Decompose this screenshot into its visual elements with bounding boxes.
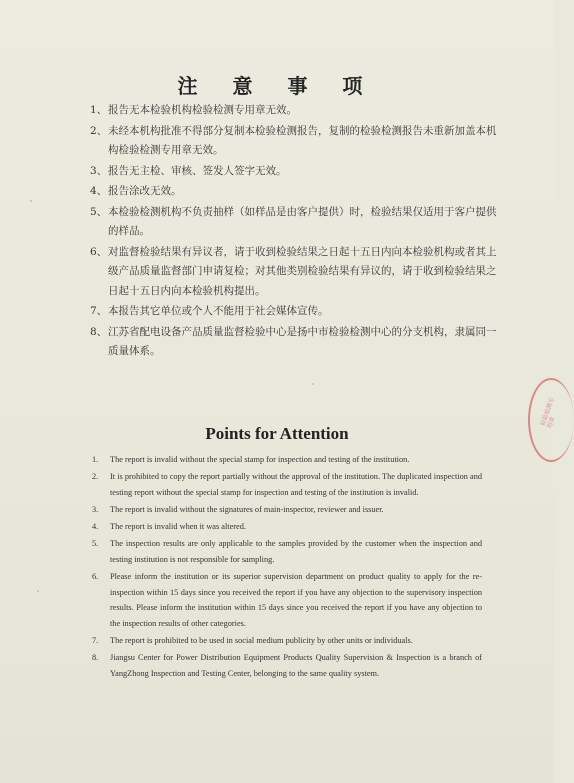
- english-notice-list: [92, 452, 482, 683]
- chinese-title: 注 意 事 项: [177, 74, 377, 98]
- english-item: 4. The report is invalid when it was altered.: [92, 521, 246, 531]
- chinese-notice-list: [90, 101, 500, 363]
- chinese-item: 8、 江苏省配电设备产品质量监督检验中心是扬中市检验检测中心的分支机构，隶属同一质量体系。: [90, 325, 497, 357]
- chinese-item: 6、 对监督检验结果有异议者，请于收到检验结果之日起十五日内向本检验机构或者其上级产品质量监督部门申请复检；对其他类别检验结果有异议的，请于收到检验结果之日起十五日内向本检验机构提出。: [90, 245, 497, 297]
- english-item: 7. The report is prohibited to be used in social medium publicity by other units or individuals.: [92, 636, 413, 646]
- chinese-item: 1、 报告无本检验机构检验检测专用章无效。: [90, 104, 297, 116]
- chinese-item: 7、 本报告其它单位或个人不能用于社会媒体宣传。: [90, 305, 329, 317]
- english-item: 3. The report is invalid without the signatures of main-inspector, reviewer and issuer.: [92, 504, 384, 514]
- english-item: 5. The inspection results are only applicable to the samples provided by the customer when the inspection and testing institution is not responsible for sampling.: [92, 539, 482, 564]
- paper-speck: [312, 383, 314, 385]
- chinese-item: 3、 报告无主检、审核、签发人签字无效。: [90, 164, 287, 177]
- english-item: 1. The report is invalid without the special stamp for inspection and testing of the institution.: [92, 455, 410, 464]
- chinese-item: 4、 报告涂改无效。: [90, 185, 182, 197]
- chinese-item: 5、 本检验检测机构不负责抽样（如样品是由客户提供）时，检验结果仅适用于客户提供的样品。: [90, 205, 497, 237]
- english-item: 6. Please inform the institution or its superior supervision department on product quality to apply for the re-inspection within 15 days since you received the report if you have any objection to the supervisory inspection results. Please inform the institution within 15 days since you received the report if you have any objection to the inspection results of other categories.: [92, 571, 482, 628]
- red-stamp-seal: [528, 378, 574, 462]
- paper-speck: [37, 590, 39, 592]
- stamp-text: 检验检测专用章: [539, 396, 557, 430]
- chinese-item: 2、 未经本机构批准不得部分复制本检验检测报告，复制的检验检测报告未重新加盖本机构检验检测专用章无效。: [90, 124, 497, 156]
- paper-speck: [30, 200, 32, 202]
- english-item: 2. It is prohibited to copy the report partially without the approval of the institution. The duplicated inspection and testing report without the special stamp for inspection and testing of the institution is invalid.: [92, 472, 482, 497]
- english-item: 8. Jiangsu Center for Power Distribution Equipment Products Quality Supervision & Inspection is a branch of YangZhong Inspection and Testing Center, belonging to the same quality system.: [92, 653, 482, 678]
- english-title: Points for Attention: [205, 424, 349, 443]
